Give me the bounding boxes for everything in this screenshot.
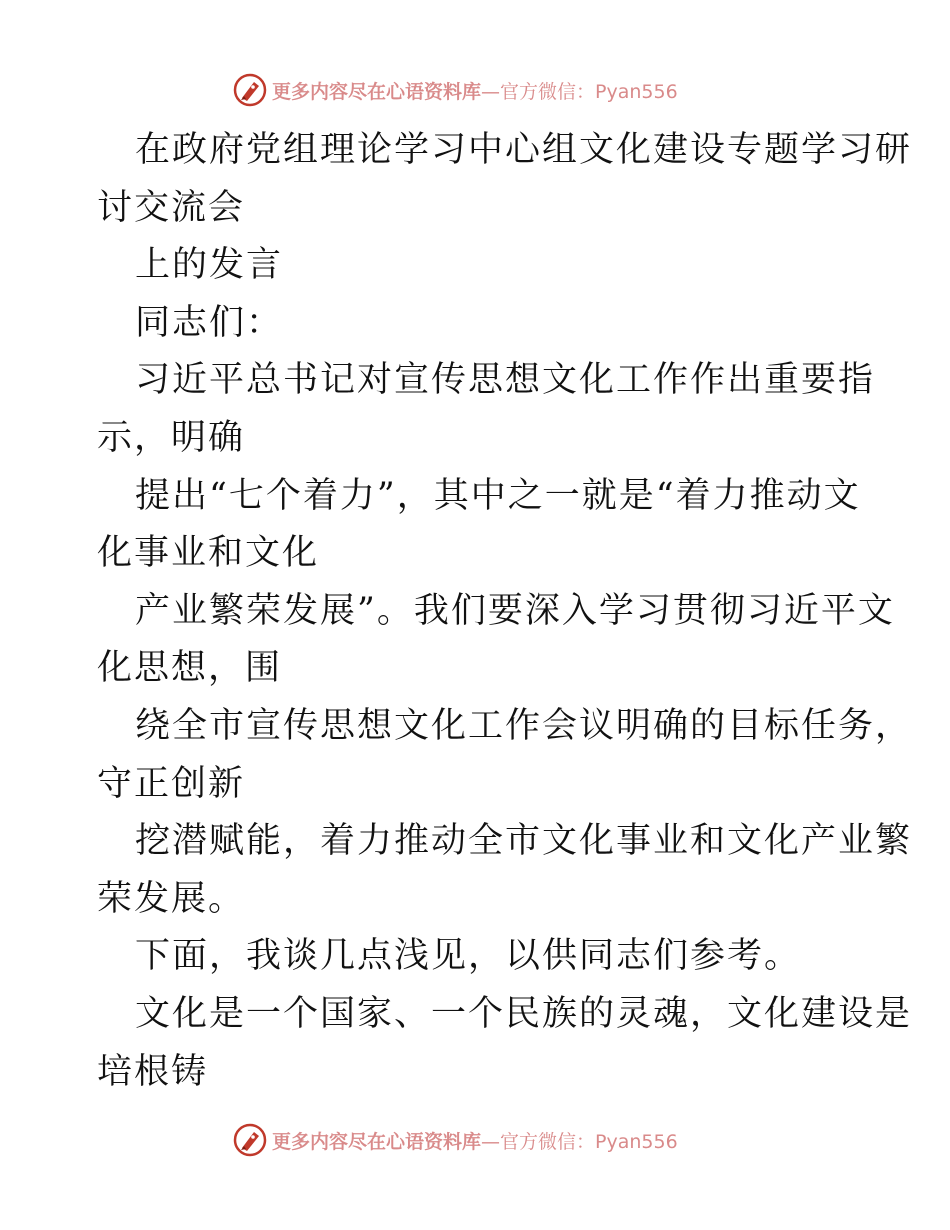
- text-line: 产业繁荣发展”。我们要深入学习贯彻习近平文: [135, 590, 895, 631]
- text-line: 上的发言: [135, 245, 284, 286]
- text-line: 文化是一个国家、一个民族的灵魂，文化建设是: [135, 993, 913, 1034]
- text-line: 守正创新: [97, 763, 246, 804]
- text-line: 讨交流会: [97, 187, 246, 228]
- text-line: 绕全市宣传思想文化工作会议明确的目标任务，: [135, 705, 913, 746]
- pen-nib-icon: [232, 72, 268, 108]
- header-banner: [232, 70, 678, 110]
- document-body: [97, 122, 913, 1101]
- text-line: 培根铸: [97, 1051, 209, 1092]
- text-line: 化思想，围: [97, 648, 283, 689]
- text-line: 同志们：: [135, 302, 284, 343]
- text-line: 提出“七个着力”，其中之一就是“着力推动文: [135, 475, 861, 516]
- footer-banner: [232, 1120, 678, 1160]
- text-line: 示，明确: [97, 417, 246, 458]
- text-line: 化事业和文化: [97, 533, 320, 574]
- text-line: 下面，我谈几点浅见，以供同志们参考。: [135, 936, 802, 977]
- banner-wechat: —官方微信：Pyan556: [481, 80, 678, 103]
- banner-title: 更多内容尽在心语资料库: [272, 80, 482, 103]
- text-line: 挖潜赋能，着力推动全市文化事业和文化产业繁: [135, 821, 913, 862]
- banner-title: 更多内容尽在心语资料库: [272, 1130, 482, 1153]
- pen-nib-icon: [232, 1122, 268, 1158]
- banner-wechat: —官方微信：Pyan556: [481, 1130, 678, 1153]
- text-line: 在政府党组理论学习中心组文化建设专题学习研: [135, 130, 913, 170]
- text-line: 荣发展。: [97, 878, 246, 919]
- text-line: 习近平总书记对宣传思想文化工作作出重要指: [135, 360, 876, 401]
